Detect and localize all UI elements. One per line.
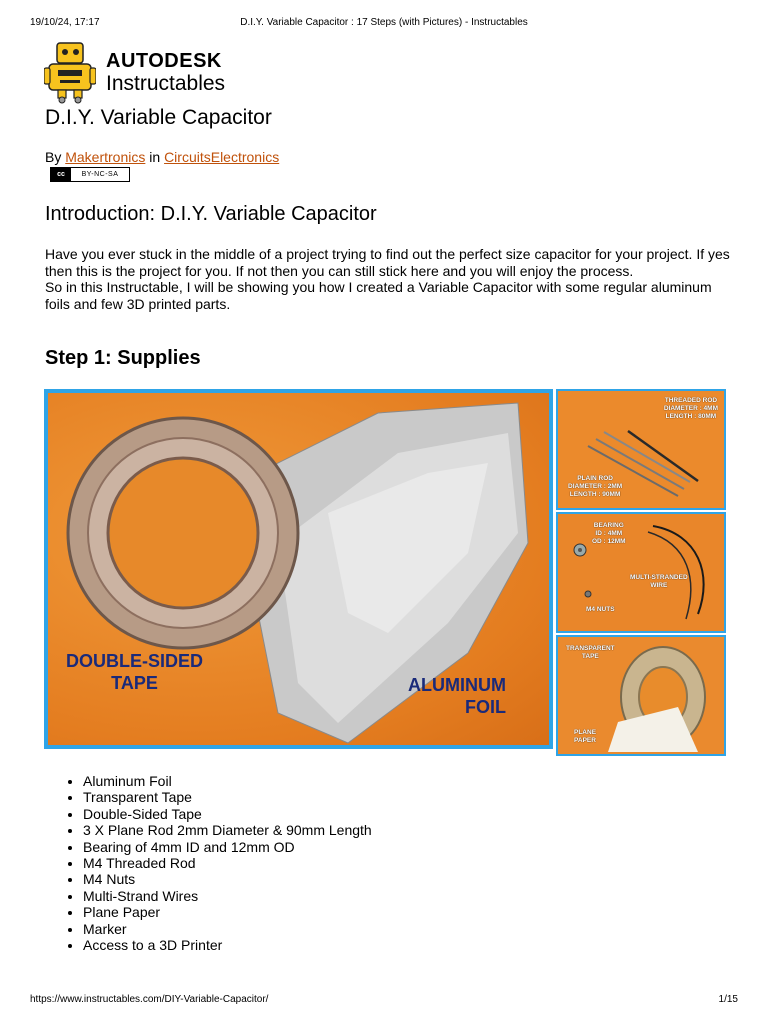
intro-text xyxy=(45,246,735,312)
logo-product: Instructables xyxy=(106,72,226,95)
print-datetime: 19/10/24, 17:17 xyxy=(30,17,100,28)
by-label: By xyxy=(45,149,62,165)
list-item: • Transparent Tape xyxy=(83,789,372,805)
supplies-bearing-image[interactable] xyxy=(556,512,726,633)
supplies-list xyxy=(45,773,372,953)
double-sided-tape-label: DOUBLE-SIDED TAPE xyxy=(66,651,204,693)
list-item: • Marker xyxy=(83,921,372,937)
plane-paper-label: PLANE PAPER xyxy=(574,729,597,745)
supplies-rods-image[interactable] xyxy=(556,389,726,510)
supplies-tape-image[interactable] xyxy=(556,635,726,756)
print-page-title: D.I.Y. Variable Capacitor : 17 Steps (with Pictures) - Instructables xyxy=(240,17,528,28)
byline xyxy=(45,149,279,165)
transparent-tape-label: TRANSPARENT TAPE xyxy=(566,645,615,661)
wire-label: MULTI-STRANDED WIRE xyxy=(630,574,688,590)
list-item: • 3 X Plane Rod 2mm Diameter & 90mm Length xyxy=(83,822,372,838)
page-title: D.I.Y. Variable Capacitor xyxy=(45,106,272,129)
plain-rod-label: PLAIN ROD DIAMETER : 2MM LENGTH : 90MM xyxy=(568,475,623,499)
print-page-count: 1/15 xyxy=(718,994,738,1005)
list-item: • M4 Nuts xyxy=(83,871,372,887)
in-label: in xyxy=(149,149,161,165)
category-link[interactable]: CircuitsElectronics xyxy=(164,149,280,165)
list-item: • Bearing of 4mm ID and 12mm OD xyxy=(83,839,372,855)
author-link[interactable]: Makertronics xyxy=(65,149,146,165)
license-text: BY-NC-SA xyxy=(81,171,119,178)
cc-icon: cc xyxy=(51,168,71,181)
intro-heading: Introduction: D.I.Y. Variable Capacitor xyxy=(45,203,377,225)
list-item: • Multi-Strand Wires xyxy=(83,888,372,904)
nuts-label: M4 NUTS xyxy=(586,606,615,613)
bearing-wire-illustration xyxy=(558,514,724,631)
aluminum-foil-label: ALUMINUM FOIL xyxy=(408,675,506,717)
license-badge[interactable] xyxy=(50,167,130,182)
list-item: • Access to a 3D Printer xyxy=(83,937,372,953)
list-item: • Double-Sided Tape xyxy=(83,806,372,822)
list-item: • Aluminum Foil xyxy=(83,773,372,789)
list-item: • Plane Paper xyxy=(83,904,372,920)
supplies-main-image[interactable] xyxy=(44,389,553,749)
instructables-logo[interactable] xyxy=(44,42,244,104)
intro-paragraph-1: Have you ever stuck in the middle of a project trying to find out the perfect size capacitor for your project. If yes then this is the project for you. If not then you can still stick here and you will enjoy the process. xyxy=(45,246,730,279)
robot-mascot-icon xyxy=(44,42,96,104)
intro-paragraph-2: So in this Instructable, I will be showing you how I created a Variable Capacitor with some regular aluminum foils and few 3D printed parts. xyxy=(45,279,712,312)
print-url: https://www.instructables.com/DIY-Variable-Capacitor/ xyxy=(30,994,269,1005)
bearing-label: BEARING ID : 4MM OD : 12MM xyxy=(592,522,626,546)
logo-brand: AUTODESK xyxy=(106,50,222,72)
threaded-rod-label: THREADED ROD DIAMETER : 4MM LENGTH : 80MM xyxy=(663,397,718,421)
step1-heading: Step 1: Supplies xyxy=(45,347,201,369)
list-item: • M4 Threaded Rod xyxy=(83,855,372,871)
